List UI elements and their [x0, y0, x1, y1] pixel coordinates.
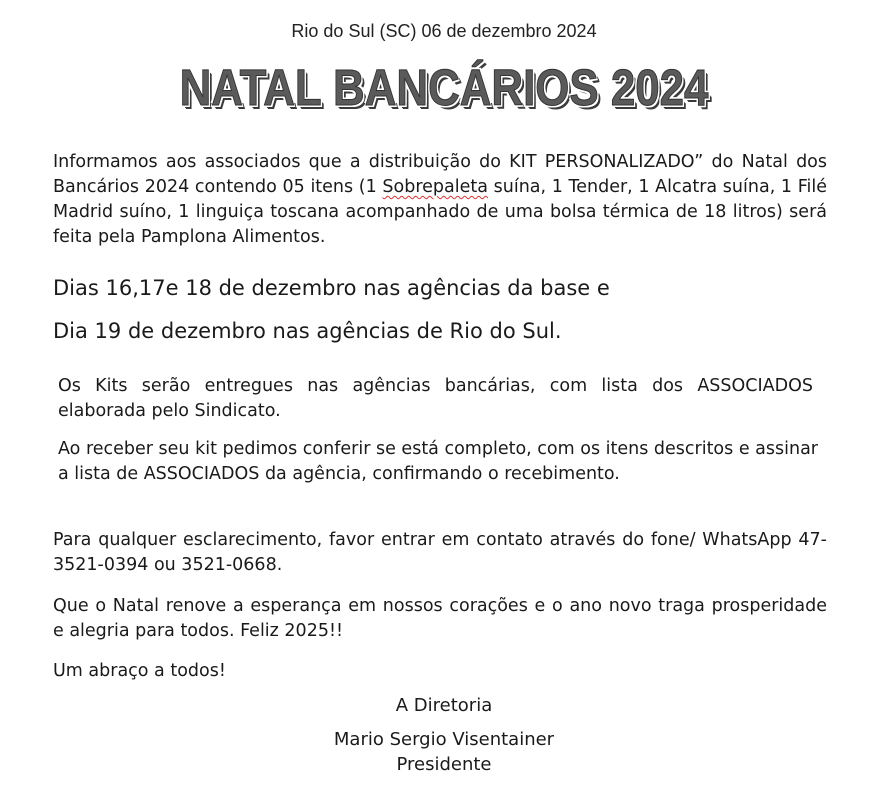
spellcheck-flagged-word: Sobrepaleta: [382, 177, 488, 197]
signature-name: Mario Sergio Visentainer: [333, 729, 555, 750]
dateline: Rio do Sul (SC) 06 de dezembro 2024: [291, 21, 597, 41]
intro-paragraph: [53, 150, 827, 250]
signature-role: Presidente: [396, 754, 492, 775]
delivery-dates-base: Dias 16,17e 18 de dezembro nas agências da base e: [53, 276, 610, 300]
closing-line: Um abraço a todos!: [53, 661, 226, 681]
wishes-paragraph: Que o Natal renove a esperança em nossos corações e o ano novo traga prosperidade e alegria para todos. Feliz 2025!!: [53, 596, 827, 641]
kit-check-paragraph: Ao receber seu kit pedimos conferir se está completo, com os itens descritos e assinar a lista de ASSOCIADOS da agência, confirmando o recebimento.: [58, 439, 818, 484]
document-title: NATAL BANCÁRIOS 2024: [179, 59, 709, 116]
signature-group: A Diretoria: [395, 695, 493, 716]
contact-paragraph: Para qualquer esclarecimento, favor entrar em contato através do fone/ WhatsApp 47-3521-0394 ou 3521-0668.: [53, 530, 827, 575]
intro-text-part2: suína, 1 Tender, 1 Alcatra suína, 1 Filé Madrid suíno, 1 linguiça toscana acompanhado de uma bolsa térmica de 18 litros) será feita pela Pamplona Alimentos.: [53, 177, 827, 247]
kits-delivery-paragraph: Os Kits serão entregues nas agências bancárias, com lista dos ASSOCIADOS elaborada pelo Sindicato.: [58, 376, 813, 421]
delivery-dates-rio-do-sul: Dia 19 de dezembro nas agências de Rio do Sul.: [53, 319, 562, 343]
intro-text-part1: Informamos aos associados que a distribuição do KIT PERSONALIZADO” do Natal dos Bancários 2024 contendo 05 itens (1: [53, 152, 827, 197]
